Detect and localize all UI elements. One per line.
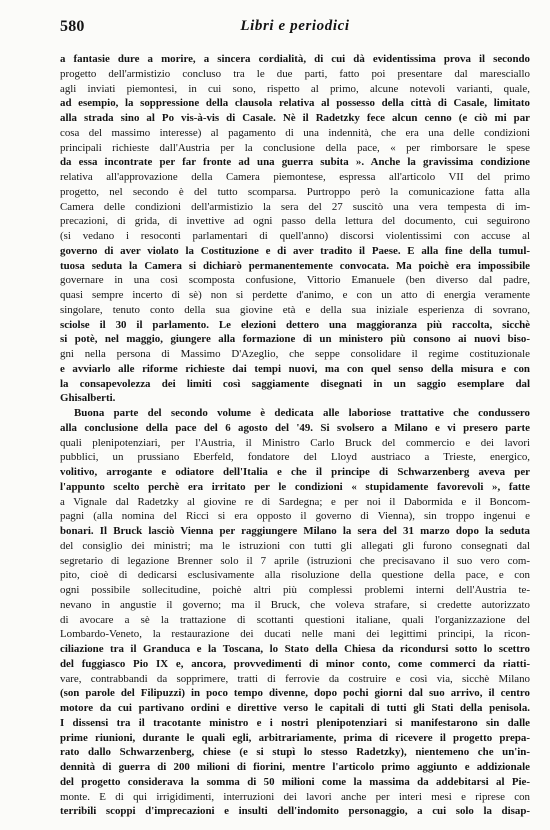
text-line: bonari. Il Bruck lasciò Vienna per raggiungere Milano la sera del 31 marzo dopo la seduta [60,525,530,537]
text-line: del fuggiasco Pio IX e, ancora, provvedimenti di minor conto, come commerci da riatti- [60,657,530,670]
text-line: pito, cioè di dedicarsi esclusivamente alla risoluzione della questione della pace, e con [60,569,530,582]
text-line: pagni (alla nomina del Ricci si era opposto il governo di Vienna), sin troppo ingenui e [60,510,530,523]
text-line: alla conclusione della pace del 6 agosto del '49. Si svolsero a Milano e vi presero parte [60,421,530,434]
text-line: cosa del massimo interesse) al pagamento di una indennità, che era una delle condizioni [60,126,530,139]
text-line: Camera delle condizioni dell'armistizio la sera del 27 suscitò una vera tempesta di im- [60,200,530,213]
text-line: governare in una così scomposta confusione, Vittorio Emanuele (ben diverso dal padre, [60,274,530,287]
text-line: volitivo, arrogante e odiatore dell'Italia e che il principe di Schwarzenberg aveva per [60,466,530,478]
text-line: a fantasie dure a morire, a sincera cordialità, di cui dà evidentissima prova il secondo [60,53,530,65]
text-line: quasi sempre incerto di sè) non si perdette d'animo, e con un atto di energia veramente [60,289,530,301]
text-line: relativa all'approvazione della Camera piemontese, espressa all'articolo VII del primo [60,171,530,183]
text-line: monte. E di qui irrigidimenti, interruzioni dei lavori anche per interi mesi e riprese con [60,790,530,803]
text-line: sciolse il 30 il parlamento. Le elezioni dettero una maggioranza più raccolta, sicchè [60,318,530,331]
text-line: pubblici, un prussiano Eberfeld, fondatore del Lloyd austriaco a Trieste, energico, [60,451,530,464]
text-line: ciliazione tra il Granduca e la Toscana, lo Stato della Chiesa da ricondursi sotto lo scettro [60,643,530,655]
text-line: quali plenipotenziari, per l'Austria, il Ministro Carlo Bruck del commercio e dei lavori [60,436,530,449]
text-line: del progetto considerava la somma di 50 milioni come la massima da addebitarsi al Pie- [60,775,530,788]
text-line: gni nella persona di Massimo D'Azeglio, che seppe consolidare il regime costituzionale [60,348,530,360]
text-line: progetto dell'armistizio concluso tra le due parti, fatto poi presentare dal maresciallo [60,67,530,80]
page-header [60,18,530,42]
text-line: governo di aver violato la Costituzione e di aver tradito il Paese. E alla fine della tumul- [60,244,530,257]
text-line: precazioni, di grida, di invettive ad ogni passo della lettura del documento, cui seguirono [60,215,530,228]
text-line: principali richieste dall'Austria per la conclusione della pace, « per rimborsare le spese [60,141,530,154]
text-line: motore da cui partivano ordini e direttive verso le capitali di tutti gli Stati della penisola. [60,702,530,714]
text-line: Ghisalberti. [60,392,116,405]
text-line: agli inviati piemontesi, in cui sono, rispetto al primo, alcune notevoli varianti, quale, [60,82,530,95]
text-line: terribili scoppi d'imprecazioni e insulti dell'indomito personaggio, a cui solo la disap- [60,805,530,818]
text-line: tuosa seduta la Camera si dichiarò permanentemente convocata. Ma poichè era impossibile [60,259,530,272]
text-line: rato dallo Schwarzenberg, chiese (e si stupì lo stesso Radetzky), nientemeno che un'in- [60,746,530,759]
text-line: l'appunto scelto perchè era irritato per le condizioni « stupidamente favorevoli », fatte [60,480,530,493]
text-line: da essa incontrate per far fronte ad una guerra subita ». Anche la gravissima condizione [60,156,530,169]
text-line: Buona parte del secondo volume è dedicata alle laboriose trattative che condussero [74,407,530,419]
page-number: 580 [60,18,85,35]
text-line: del consiglio dei ministri; ma le istruzioni con tutti gli allegati gli furono consegnati dal [60,539,530,552]
body-text [60,52,530,819]
text-line: (son parole del Filipuzzi) in poco tempo divenne, dopo pochi giorni dal suo arrivo, il centro [60,687,530,700]
text-line: e avviarlo alle riforme richieste dai tempi nuovi, ma con quel senso della misura e con [60,362,530,375]
running-title: Libri e periodici [240,18,350,34]
text-line: singolare, tenuto conto della sua giovine età e della sua iniziale esperienza di sovrano, [60,303,530,316]
text-line: I dissensi tra il tracotante ministro e i nostri plenipotenziari si manifestarono sin dalle [60,716,530,729]
text-line: a Vignale dal Radetzky al giovine re di Sardegna; e per noi il Dabormida e il Boncom- [60,495,530,508]
text-line: dennità di guerra di 200 milioni di fiorini, mentre l'articolo primo aggiunto e addizionale [60,761,530,773]
text-line: progetto, nel secondo è del tutto scomparsa. Purtroppo però la comunicazione fatta alla [60,185,530,198]
text-line: alla strada sino al Po vis-à-vis di Casale. Nè il Radetzky fece alcun cenno (e ciò mi par [60,112,530,124]
text-line: ad esempio, la soppressione della clausola relativa al possesso della città di Casale, limitato [60,97,530,110]
text-line: la consapevolezza dei limiti così saggiamente disegnati in un saggio esemplare dal [60,377,530,390]
text-line: nevano in angustie il governo; ma il Bruck, che voleva strafare, si credette autorizzato [60,598,530,611]
text-line: prime riunioni, durante le quali egli, arbitrariamente, prima di ricevere il progetto prepa- [60,731,530,744]
text-line: (si vedano i resoconti parlamentari di quell'anno) discorsi violentissimi con accuse al [60,230,530,242]
text-line: Lombardo-Veneto, la restaurazione dei ducati nelle mani dei legittimi principi, la ricon- [60,628,530,641]
text-line: di avocare a sè la trattazione di scottanti questioni italiane, quali l'organizzazione del [60,613,530,626]
text-line: segretario di legazione Brenner solo il 7 aprile (istruzioni che precisavano il suo vero com- [60,554,530,567]
text-line: si potè, nel maggio, giungere alla formazione di un ministero più consono ai nuovi biso- [60,333,530,346]
text-line: ogni possibile sollecitudine, poichè altri più complessi problemi interni dell'Austria te- [60,584,530,596]
text-line: vare, contrabbandi da sopprimere, tratti di ferrovie da costruire e così via, sicchè Milano [60,672,530,685]
